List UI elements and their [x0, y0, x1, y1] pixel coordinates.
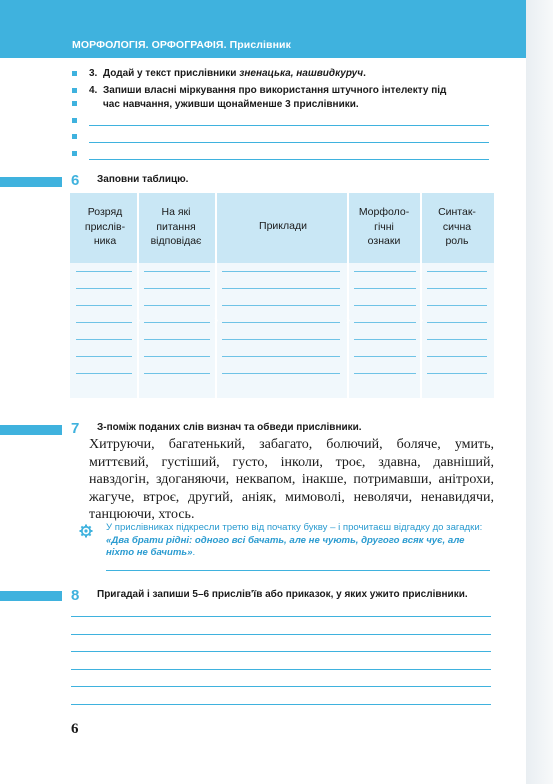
riddle-hint [106, 522, 494, 560]
table-answer-line[interactable] [427, 271, 487, 272]
table-answer-line[interactable] [144, 356, 210, 357]
section-8-number: 8 [71, 587, 80, 604]
table-answer-line[interactable] [144, 305, 210, 306]
table-answer-line[interactable] [354, 356, 416, 357]
word-list[interactable]: Хитруючи, багатенький, забагато, болючий, боляче, умить, миттєвий, густіший, густо, інколи, троє, здавна, давніший, навздогін, здоганяючи, неквапом, інакше, потримавши, анітрохи, жагуче, втроє, другий, аніяк, мимоволі, неволячи, ненавидячи, танцюючи, хтось. [89, 437, 494, 522]
task-4-number: 4. [89, 85, 98, 96]
column-header-examples [218, 219, 348, 234]
column-header-category [72, 205, 138, 249]
table-answer-line[interactable] [427, 322, 487, 323]
table-answer-line[interactable] [222, 373, 340, 374]
hint-text: У прислівниках підкресли третю від початку букву – і прочитаєш відгадку до загадки: [106, 522, 483, 533]
table-answer-line[interactable] [354, 322, 416, 323]
section-8-bar [0, 591, 62, 601]
bullet-square [72, 101, 77, 106]
table-answer-line[interactable] [354, 339, 416, 340]
section-6-bar [0, 177, 62, 187]
hint-riddle: «Два брати рідні: одного всі бачать, але не чують, другого всяк чує, але ніхто не бачить» [106, 534, 465, 558]
bullet-square [72, 118, 77, 123]
writing-line[interactable] [71, 704, 491, 705]
table-answer-line[interactable] [222, 305, 340, 306]
chevron-right-icon: › [346, 312, 351, 327]
table-answer-line[interactable] [222, 339, 340, 340]
column-divider [420, 193, 422, 398]
writing-line[interactable] [71, 686, 491, 687]
column-header-morphology [350, 205, 418, 249]
table-answer-line[interactable] [427, 373, 487, 374]
section-7-number: 7 [71, 420, 80, 437]
header-line: відповідає [150, 235, 202, 247]
table-answer-line[interactable] [222, 271, 340, 272]
column-divider [137, 193, 139, 398]
table-answer-line[interactable] [76, 356, 132, 357]
table-answer-line[interactable] [76, 305, 132, 306]
bullet-square [72, 134, 77, 139]
table-answer-line[interactable] [427, 288, 487, 289]
table-answer-line[interactable] [427, 356, 487, 357]
column-divider [347, 193, 349, 398]
table-answer-line[interactable] [427, 339, 487, 340]
bullet-square [72, 151, 77, 156]
table-answer-line[interactable] [144, 288, 210, 289]
column-header-syntax [424, 205, 490, 249]
table-answer-line[interactable] [144, 373, 210, 374]
page-header [0, 0, 526, 58]
header-line: питання [156, 220, 196, 233]
task-3-number: 3. [89, 68, 98, 79]
header-line: Приклади [259, 220, 307, 232]
task-4-line1: Запиши власні міркування про використання штучного інтелекту під [103, 85, 447, 96]
header-title: МОРФОЛОГІЯ. ОРФОГРАФІЯ. Прислівник [72, 39, 291, 51]
header-line: Морфоло- [358, 206, 410, 218]
chevron-right-icon: › [214, 312, 219, 327]
task-4-line2: час навчання, уживши щонайменше 3 прислівники. [103, 99, 359, 110]
table-answer-line[interactable] [222, 288, 340, 289]
chevron-right-icon: › [419, 312, 424, 327]
page-edge-shadow [526, 0, 553, 784]
table-answer-line[interactable] [76, 322, 132, 323]
header-line: Розряд [87, 206, 123, 218]
section-8-instruction: Пригадай і запиши 5–6 прислів'їв або приказок, у яких ужито прислівники. [97, 589, 468, 600]
section-6-instruction: Заповни таблицю. [97, 174, 189, 185]
gear-icon [79, 524, 93, 538]
task-4 [89, 84, 446, 98]
section-7-bar [0, 425, 62, 435]
section-7-instruction: З-поміж поданих слів визнач та обведи прислівники. [97, 422, 362, 433]
table-answer-line[interactable] [354, 288, 416, 289]
writing-line[interactable] [89, 142, 489, 143]
header-line: гічні [374, 220, 394, 233]
header-line: ника [93, 235, 117, 247]
table-body [70, 263, 494, 398]
column-divider [215, 193, 217, 398]
task-3-text: Додай у текст прислівники [103, 68, 240, 79]
table-answer-line[interactable] [354, 373, 416, 374]
table-answer-line[interactable] [144, 339, 210, 340]
writing-line[interactable] [71, 669, 491, 670]
table-answer-line[interactable] [222, 322, 340, 323]
column-header-questions [140, 205, 212, 249]
header-line: прислів- [84, 220, 126, 233]
section-6-number: 6 [71, 172, 80, 189]
task-3-end: . [363, 68, 366, 79]
adverb-table [70, 193, 494, 398]
hint-end: . [192, 547, 196, 558]
writing-line[interactable] [71, 651, 491, 652]
writing-line[interactable] [106, 570, 490, 571]
header-line: На які [161, 206, 191, 218]
table-answer-line[interactable] [354, 305, 416, 306]
task-3-words: зненацька, нашвидкуруч [239, 68, 364, 79]
table-answer-line[interactable] [76, 271, 132, 272]
bullet-square [72, 88, 77, 93]
table-answer-line[interactable] [76, 373, 132, 374]
table-answer-line[interactable] [76, 288, 132, 289]
page-number: 6 [71, 721, 79, 737]
writing-line[interactable] [89, 159, 489, 160]
table-answer-line[interactable] [427, 305, 487, 306]
table-answer-line[interactable] [222, 356, 340, 357]
writing-line[interactable] [71, 634, 491, 635]
table-answer-line[interactable] [76, 339, 132, 340]
table-answer-line[interactable] [144, 271, 210, 272]
writing-line[interactable] [71, 616, 491, 617]
chevron-right-icon: › [136, 312, 141, 327]
table-answer-line[interactable] [144, 322, 210, 323]
table-answer-line[interactable] [354, 271, 416, 272]
header-line: сична [442, 220, 472, 233]
header-line: ознаки [367, 235, 401, 247]
header-line: роль [445, 235, 469, 247]
writing-line[interactable] [89, 125, 489, 126]
task-3 [89, 67, 366, 81]
header-line: Синтак- [438, 206, 476, 218]
bullet-square [72, 71, 77, 76]
